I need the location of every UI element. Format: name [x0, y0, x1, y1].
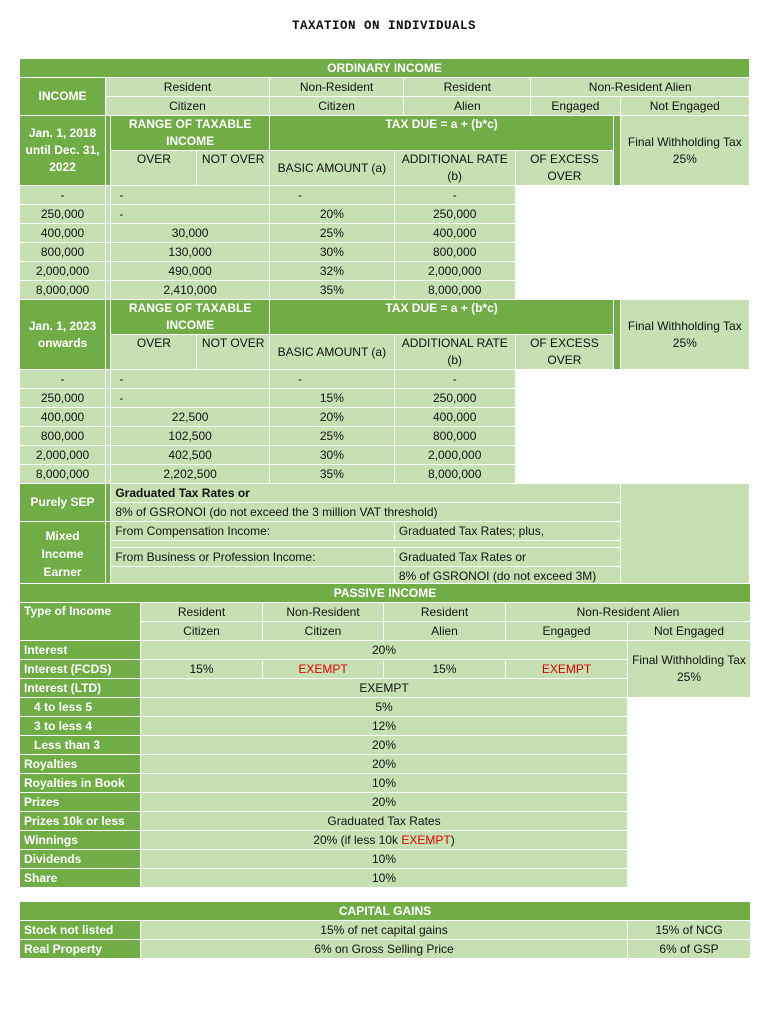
bracket-row — [20, 465, 750, 484]
bracket-over: 250,000 — [20, 205, 106, 224]
capital-row-nra: 15% of NCG — [628, 921, 751, 940]
bracket-not-over — [106, 465, 111, 484]
passive-row-value: 10% — [141, 774, 628, 793]
bracket-basic-amount: 490,000 — [111, 262, 270, 281]
bracket-row — [20, 389, 750, 408]
purely-sep-line2: 8% of GSRONOI (do not exceed the 3 million VAT threshold) — [111, 503, 620, 522]
passive-row — [20, 755, 751, 774]
passive-row-label: Royalties — [20, 755, 141, 774]
passive-row-value: 10% — [141, 850, 628, 869]
passive-row-label: Winnings — [20, 831, 141, 850]
passive-income-table — [19, 583, 751, 888]
passive-row-label: Royalties in Book — [20, 774, 141, 793]
p-col-bottom-citizen-nr: Citizen — [263, 622, 384, 641]
col-top-non-resident-alien: Non-Resident Alien — [531, 78, 750, 97]
bracket-additional-rate: 20% — [269, 408, 394, 427]
capital-row-value: 15% of net capital gains — [141, 921, 628, 940]
bracket-over: 8,000,000 — [20, 281, 106, 300]
passive-row — [20, 869, 751, 888]
col-bottom-alien: Alien — [404, 97, 531, 116]
passive-row — [20, 850, 751, 869]
bracket-additional-rate: 32% — [269, 262, 394, 281]
bracket-not-over — [106, 427, 111, 446]
capital-row-value: 6% on Gross Selling Price — [141, 940, 628, 959]
capital-row — [20, 940, 751, 959]
final-withholding-2018: Final Withholding Tax 25% — [620, 116, 749, 186]
mixed-comp-value: Graduated Tax Rates; plus, — [394, 522, 620, 541]
bracket-additional-rate: 25% — [269, 224, 394, 243]
bracket-excess-over: - — [394, 370, 515, 389]
mixed-comp-label: From Compensation Income: — [111, 522, 394, 541]
bracket-excess-over: 8,000,000 — [394, 281, 515, 300]
period-label-2018: Jan. 1, 2018 until Dec. 31, 2022 — [20, 116, 106, 186]
passive-row — [20, 774, 751, 793]
p-col-bottom-alien: Alien — [384, 622, 506, 641]
winnings-prefix: 20% (if less 10k — [313, 832, 402, 847]
mixed-gap — [111, 541, 620, 548]
bracket-not-over — [106, 243, 111, 262]
mixed-bus-label: From Business or Profession Income: — [111, 548, 394, 567]
capital-row-nra: 6% of GSP — [628, 940, 751, 959]
passive-row-label: 3 to less 4 — [20, 717, 141, 736]
col-bottom-citizen-nr: Citizen — [269, 97, 403, 116]
subhdr-additional-rate: ADDITIONAL RATE (b) — [394, 151, 515, 186]
capital-row-label: Stock not listed — [20, 921, 141, 940]
mixed-income-earner-label: Mixed Income Earner — [20, 522, 106, 586]
p-col-top-nra: Non-Resident Alien — [506, 603, 751, 622]
passive-row-label: Share — [20, 869, 141, 888]
col-top-resident-alien: Resident — [404, 78, 531, 97]
bracket-additional-rate: 20% — [269, 205, 394, 224]
bracket-not-over — [106, 262, 111, 281]
fcds-resident-citizen: 15% — [141, 660, 263, 679]
bracket-row — [20, 205, 750, 224]
subhdr-over: OVER — [111, 335, 197, 370]
purely-sep-label: Purely SEP — [20, 484, 106, 522]
bracket-basic-amount: - — [111, 205, 270, 224]
passive-row-value: 20% — [141, 736, 628, 755]
bracket-basic-amount: 102,500 — [111, 427, 270, 446]
range-of-taxable-income-label: RANGE OF TAXABLE INCOME — [111, 116, 270, 151]
subhdr-basic-amount: BASIC AMOUNT (a) — [269, 335, 394, 370]
bracket-excess-over: 2,000,000 — [394, 262, 515, 281]
bracket-excess-over: 800,000 — [394, 243, 515, 262]
bracket-not-over — [106, 389, 111, 408]
passive-row-label: 4 to less 5 — [20, 698, 141, 717]
passive-final-withholding: Final Withholding Tax 25% — [628, 641, 751, 698]
winnings-exempt: EXEMPT — [401, 832, 451, 847]
passive-row-value: 5% — [141, 698, 628, 717]
subhdr-additional-rate: ADDITIONAL RATE (b) — [394, 335, 515, 370]
bracket-basic-amount: 130,000 — [111, 243, 270, 262]
ordinary-income-table — [19, 58, 750, 586]
passive-row-value: EXEMPT — [141, 679, 628, 698]
bracket-not-over — [106, 205, 111, 224]
tax-due-formula: TAX DUE = a + (b*c) — [269, 116, 613, 151]
bracket-over: 800,000 — [20, 243, 106, 262]
tax-due-formula: TAX DUE = a + (b*c) — [269, 300, 613, 335]
bracket-basic-amount: 402,500 — [111, 446, 270, 465]
bracket-basic-amount: 2,410,000 — [111, 281, 270, 300]
passive-row-label: Dividends — [20, 850, 141, 869]
bracket-over: 250,000 — [20, 389, 106, 408]
page-title: TAXATION ON INDIVIDUALS — [291, 19, 477, 33]
capital-row-label: Real Property — [20, 940, 141, 959]
bracket-row — [20, 446, 750, 465]
bracket-basic-amount: - — [111, 186, 270, 205]
winnings-value — [141, 831, 628, 850]
passive-row-label: Prizes 10k or less — [20, 812, 141, 831]
bracket-not-over — [106, 186, 111, 205]
bracket-over: 400,000 — [20, 408, 106, 427]
p-col-top-resident-alien: Resident — [384, 603, 506, 622]
p-col-top-resident: Resident — [141, 603, 263, 622]
bracket-excess-over: 2,000,000 — [394, 446, 515, 465]
bracket-additional-rate: 35% — [269, 465, 394, 484]
bracket-row — [20, 427, 750, 446]
mixed-bus-value1: Graduated Tax Rates or — [394, 548, 620, 567]
col-top-non-resident-citizen: Non-Resident — [269, 78, 403, 97]
bracket-additional-rate: 15% — [269, 389, 394, 408]
p-col-top-non-resident: Non-Resident — [263, 603, 384, 622]
bracket-not-over — [106, 408, 111, 427]
bracket-basic-amount: - — [111, 370, 270, 389]
passive-row-label: Interest — [20, 641, 141, 660]
bracket-not-over — [106, 224, 111, 243]
subhdr-of-excess-over: OF EXCESS OVER — [515, 335, 614, 370]
bracket-over: 2,000,000 — [20, 446, 106, 465]
bracket-over: - — [20, 370, 106, 389]
bracket-basic-amount: 30,000 — [111, 224, 270, 243]
bracket-excess-over: 250,000 — [394, 389, 515, 408]
passive-row — [20, 717, 751, 736]
col-bottom-not-engaged: Not Engaged — [620, 97, 749, 116]
bracket-not-over — [106, 446, 111, 465]
bracket-excess-over: 800,000 — [394, 427, 515, 446]
bracket-row — [20, 243, 750, 262]
bracket-excess-over: 8,000,000 — [394, 465, 515, 484]
range-of-taxable-income-label: RANGE OF TAXABLE INCOME — [111, 300, 270, 335]
fcds-non-resident-citizen: EXEMPT — [263, 660, 384, 679]
capital-row — [20, 921, 751, 940]
passive-row-value: 20% — [141, 641, 628, 660]
col-bottom-citizen: Citizen — [106, 97, 270, 116]
bracket-not-over — [106, 370, 111, 389]
bracket-over: 2,000,000 — [20, 262, 106, 281]
bracket-excess-over: 250,000 — [394, 205, 515, 224]
income-label: INCOME — [20, 78, 106, 116]
passive-row — [20, 736, 751, 755]
subhdr-not-over: NOT OVER — [197, 335, 269, 370]
bracket-additional-rate: 30% — [269, 446, 394, 465]
capital-gains-header: CAPITAL GAINS — [20, 902, 751, 921]
passive-row-value: 12% — [141, 717, 628, 736]
bracket-over: - — [20, 186, 106, 205]
subhdr-basic-amount: BASIC AMOUNT (a) — [269, 151, 394, 186]
winnings-suffix: ) — [450, 832, 455, 847]
passive-row-label: Less than 3 — [20, 736, 141, 755]
col-bottom-engaged: Engaged — [531, 97, 620, 116]
passive-row — [20, 812, 751, 831]
passive-row-label: Interest (FCDS) — [20, 660, 141, 679]
col-top-resident-citizen: Resident — [106, 78, 270, 97]
sep-mixed-right-blank — [620, 484, 749, 586]
bracket-row — [20, 224, 750, 243]
passive-row-value: Graduated Tax Rates — [141, 812, 628, 831]
bracket-over: 8,000,000 — [20, 465, 106, 484]
bracket-additional-rate: - — [269, 186, 394, 205]
fcds-engaged: EXEMPT — [506, 660, 628, 679]
bracket-additional-rate: 30% — [269, 243, 394, 262]
fcds-resident-alien: 15% — [384, 660, 506, 679]
bracket-additional-rate: 25% — [269, 427, 394, 446]
bracket-row — [20, 408, 750, 427]
bracket-basic-amount: - — [111, 389, 270, 408]
final-withholding-2023: Final Withholding Tax 25% — [620, 300, 749, 370]
purely-sep-line1: Graduated Tax Rates or — [111, 484, 620, 503]
bracket-over: 800,000 — [20, 427, 106, 446]
passive-row-label: Interest (LTD) — [20, 679, 141, 698]
mixed-bus-value2: 8% of GSRONOI (do not exceed 3M) — [394, 567, 620, 586]
p-col-bottom-engaged: Engaged — [506, 622, 628, 641]
subhdr-over: OVER — [111, 151, 197, 186]
passive-income-header: PASSIVE INCOME — [20, 584, 751, 603]
passive-row — [20, 698, 751, 717]
bracket-over: 400,000 — [20, 224, 106, 243]
type-of-income-label: Type of Income — [20, 603, 141, 641]
bracket-row — [20, 186, 750, 205]
bracket-row — [20, 370, 750, 389]
passive-row — [20, 793, 751, 812]
subhdr-of-excess-over: OF EXCESS OVER — [515, 151, 614, 186]
bracket-additional-rate: 35% — [269, 281, 394, 300]
bracket-additional-rate: - — [269, 370, 394, 389]
bracket-excess-over: 400,000 — [394, 224, 515, 243]
ordinary-income-header: ORDINARY INCOME — [20, 59, 750, 78]
bracket-row — [20, 262, 750, 281]
capital-gains-table — [19, 901, 751, 959]
bracket-not-over — [106, 281, 111, 300]
period-label-2023: Jan. 1, 2023 onwards — [20, 300, 106, 370]
bracket-row — [20, 281, 750, 300]
passive-row-value: 20% — [141, 755, 628, 774]
p-col-bottom-not-engaged: Not Engaged — [628, 622, 751, 641]
passive-row-value: 20% — [141, 793, 628, 812]
p-col-bottom-citizen: Citizen — [141, 622, 263, 641]
passive-row-label: Prizes — [20, 793, 141, 812]
bracket-basic-amount: 2,202,500 — [111, 465, 270, 484]
bracket-excess-over: 400,000 — [394, 408, 515, 427]
bracket-basic-amount: 22,500 — [111, 408, 270, 427]
bracket-excess-over: - — [394, 186, 515, 205]
passive-row-value: 10% — [141, 869, 628, 888]
subhdr-not-over: NOT OVER — [197, 151, 269, 186]
